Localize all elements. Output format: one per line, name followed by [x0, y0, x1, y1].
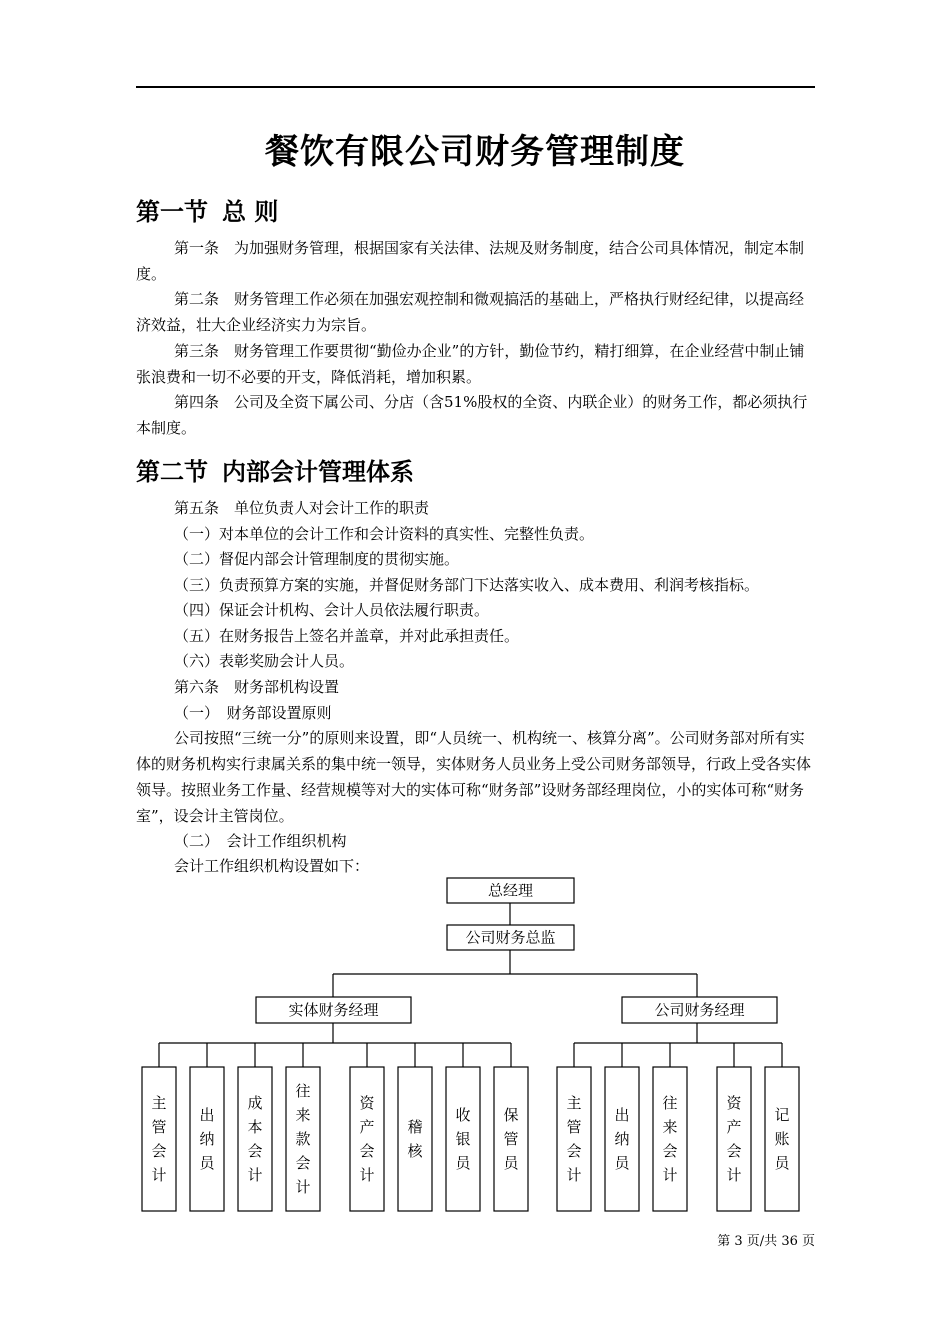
- article-5: 第五条 单位负责人对会计工作的职责: [174, 499, 430, 517]
- org-node-staff-label: 往来款会计: [295, 1082, 311, 1196]
- org-node-company-finance-manager-label: 公司财务经理: [654, 1001, 745, 1019]
- subheading-1: （一） 财务部设置原则: [174, 704, 332, 722]
- org-node-staff: [350, 1067, 384, 1211]
- article-1: 第一条 为加强财务管理，根据国家有关法律、法规及财务制度，结合公司具体情况，制定本制度。: [136, 239, 805, 283]
- org-chart-intro: 会计工作组织机构设置如下：: [174, 857, 370, 875]
- article-3: 第三条 财务管理工作要贯彻“勤俭办企业”的方针，勤俭节约，精打细算，在企业经营中制止铺张浪费和一切不必要的开支，降低消耗，增加积累。: [136, 342, 805, 386]
- document-title: 餐饮有限公司财务管理制度: [265, 132, 685, 172]
- org-node-cfo-label: 公司财务总监: [465, 928, 556, 947]
- org-node-staff: [398, 1067, 432, 1211]
- org-node-staff: [653, 1067, 687, 1211]
- org-node-staff-label: 收银员: [455, 1106, 471, 1172]
- list-item: （六）表彰奖励会计人员。: [174, 652, 355, 670]
- section-name: 内部会计管理体系: [222, 458, 414, 486]
- org-node-staff: [142, 1067, 176, 1211]
- list-item: （五）在财务报告上签名并盖章，并对此承担责任。: [174, 627, 520, 645]
- article-2: 第二条 财务管理工作必须在加强宏观控制和微观搞活的基础上，严格执行财经纪律，以提高经济效益，壮大企业经济实力为宗旨。: [136, 290, 805, 334]
- subheading-2: （二） 会计工作组织机构: [174, 832, 347, 850]
- org-node-staff-label: 记账员: [774, 1106, 790, 1172]
- org-node-staff-label: 资产会计: [359, 1094, 375, 1184]
- org-node-staff-label: 保管员: [503, 1106, 519, 1172]
- article-4: 第四条 公司及全资下属公司、分店（含51%股权的全资、内联企业）的财务工作，都必须执行本制度。: [136, 393, 808, 437]
- org-node-staff-label: 出纳员: [614, 1106, 630, 1172]
- org-node-staff-label: 稽核: [407, 1118, 423, 1160]
- org-node-staff-label: 往来会计: [662, 1094, 678, 1184]
- page-number: 第 3 页/共 36 页: [717, 1234, 815, 1249]
- list-item: （三）负责预算方案的实施，并督促财务部门下达落实收入、成本费用、利润考核指标。: [174, 576, 760, 594]
- article-6-paragraph: 公司按照“三统一分”的原则来设置，即“人员统一、机构统一、核算分离”。公司财务部对所有实体的财务机构实行隶属关系的集中统一领导，实体财务人员业务上受公司财务部领导，行政上受各实体领导。按照业务工作量、经营规模等对大的实体可称“财务部”设财务部经理岗位，小的实体可称“财务室”，设会计主管岗位。: [136, 729, 812, 825]
- list-item: （四）保证会计机构、会计人员依法履行职责。: [174, 601, 490, 619]
- org-node-staff-label: 资产会计: [726, 1094, 742, 1184]
- org-node-entity-finance-manager-label: 实体财务经理: [288, 1001, 379, 1019]
- org-node-staff: [557, 1067, 591, 1211]
- list-item: （二）督促内部会计管理制度的贯彻实施。: [174, 550, 460, 568]
- org-node-staff: [238, 1067, 272, 1211]
- org-node-staff-label: 出纳员: [199, 1106, 215, 1172]
- org-node-staff: [717, 1067, 751, 1211]
- section-name: 总 则: [222, 198, 279, 226]
- org-node-staff-label: 主管会计: [566, 1094, 582, 1184]
- list-item: （一）对本单位的会计工作和会计资料的真实性、完整性负责。: [174, 525, 595, 543]
- org-node-staff-label: 成本会计: [247, 1094, 263, 1184]
- org-node-staff-label: 主管会计: [151, 1094, 167, 1184]
- section-number: 第二节: [136, 458, 208, 486]
- article-6: 第六条 财务部机构设置: [174, 678, 340, 696]
- section-number: 第一节: [136, 198, 208, 226]
- org-node-ceo-label: 总经理: [487, 881, 534, 900]
